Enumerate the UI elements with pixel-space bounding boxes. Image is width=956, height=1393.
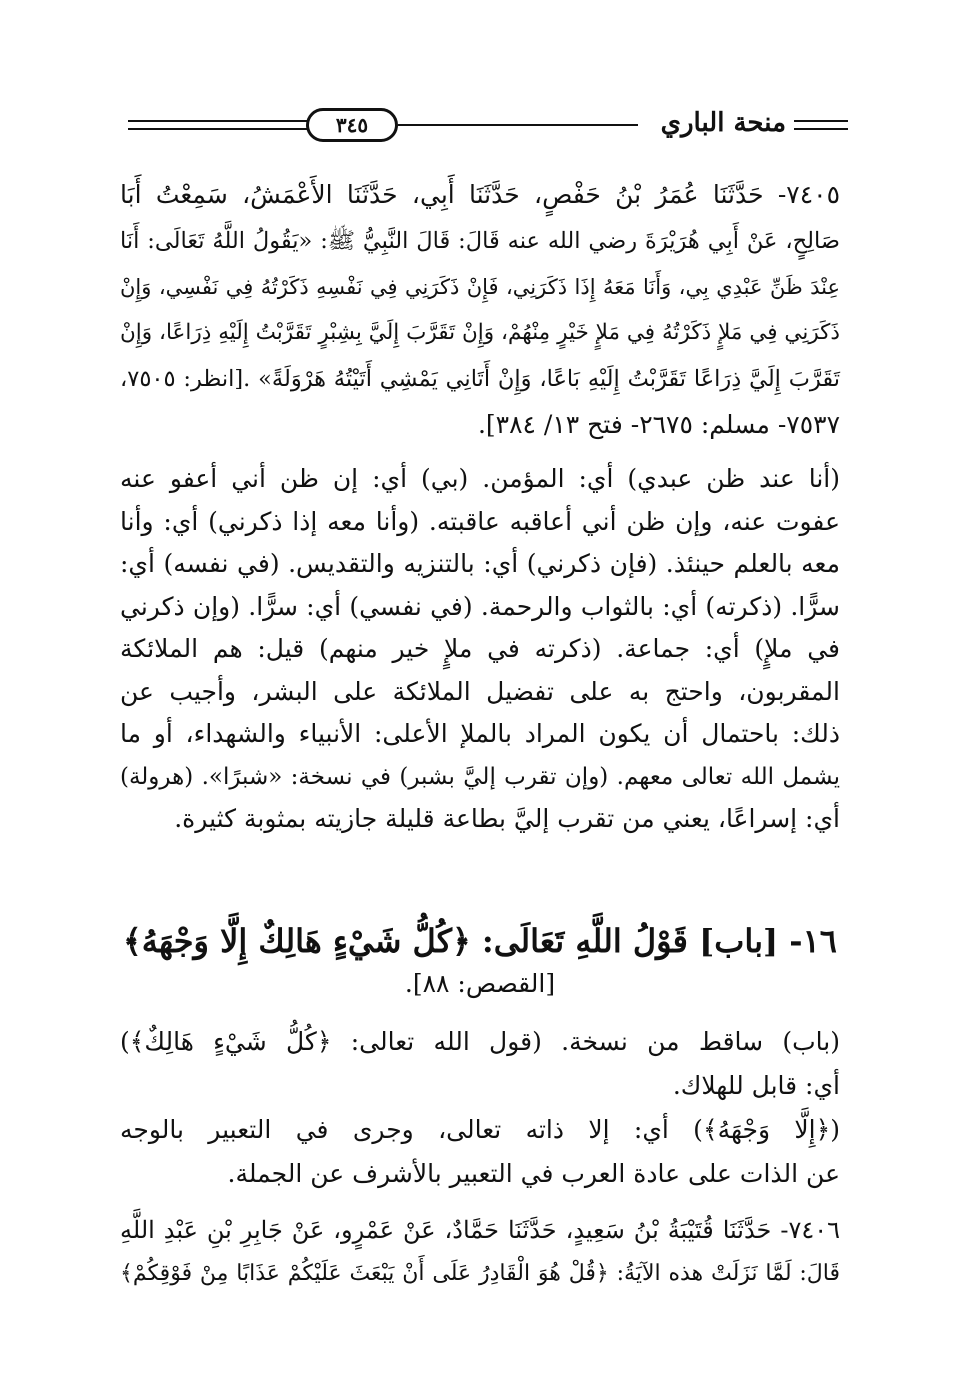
page-header	[128, 104, 848, 148]
commentary-line: عن الذات على عادة العرب في التعبير بالأشرف عن الجملة.	[227, 1159, 840, 1188]
hadith-line: ٧٤٠٥- حَدَّثَنَا عُمَرُ بْنُ حَفْصٍ، حَدَّثَنَا أَبِي، حَدَّثَنَا الأَعْمَشُ، سَمِعْتُ أَبَا	[120, 180, 840, 209]
page-number: ٣٤٥	[335, 113, 369, 137]
commentary-line: المقربون، واحتج به على تفضيل الملائكة على البشر، وأجيب عن	[120, 676, 840, 706]
header-rule-left-top	[128, 120, 308, 122]
commentary-line: أي: قابل للهلاك.	[672, 1071, 840, 1100]
header-rule-middle	[398, 124, 638, 126]
hadith-line: ذَكَرَنِي فِي مَلإٍ ذَكَرْتُهُ فِي مَلإٍ خَيْرٍ مِنْهُمْ، وَإِنْ تَقَرَّبَ إِلَيَّ بِشِبْرٍ تَقَرَّبْتُ إِلَيْهِ ذِرَاعًا، وَإِنْ	[120, 320, 840, 345]
commentary-line: (باب) ساقط من نسخة. (قول الله تعالى: ﴿كُلُّ شَيْءٍ هَالِكٌ﴾)	[120, 1027, 840, 1056]
hadith-line: ٧٤٠٦- حَدَّثَنَا قُتَيْبَةُ بْنُ سَعِيدٍ، حَدَّثَنَا حَمَّادٌ، عَنْ عَمْرٍو، عَنْ جَابِرِ بْنِ عَبْدِ اللَّهِ	[120, 1216, 840, 1244]
commentary-line: أي: إسراعًا، يعني من تقرب إليَّ بطاعة قليلة جازيته بمثوبة كثيرة.	[174, 804, 840, 833]
hadith-line: عِنْدَ ظَنِّ عَبْدِي بِي، وَأَنَا مَعَهُ إِذَا ذَكَرَنِي، فَإِنْ ذَكَرَنِي فِي نَفْسِهِ ذَكَرْتُهُ فِي نَفْسِي، وَإِنْ	[120, 275, 840, 299]
header-rule-right-top	[794, 120, 848, 122]
commentary-line: يشمل الله تعالى معهم. (وإن تقرب إليَّ بشبر) في نسخة: «شبرًا». (هرولة)	[120, 763, 840, 790]
commentary-1	[120, 458, 840, 841]
hadith-7405	[120, 172, 840, 448]
header-rule-left-bottom	[128, 128, 308, 130]
hadith-line: ٧٥٣٧- مسلم: ٢٦٧٥- فتح ١٣/ ٣٨٤].	[477, 410, 840, 439]
commentary-line: ذلك: باحتمال أن يكون المراد بالملإ الأعلى: الأنبياء والشهداء، أو ما	[120, 719, 840, 748]
commentary-line: (أنا عند ظن عبدي) أي: المؤمن. (بي) أي: إن ظن أني أعفو عنه	[120, 464, 840, 493]
page-number-badge	[306, 108, 398, 142]
hadith-line: صَالِحٍ، عَنْ أَبِي هُرَيْرَةَ رضي الله عنه قَالَ: قَالَ النَّبِيُّ ﷺ: «يَقُولُ اللَّهُ تَعَالَى: أَنَا	[120, 228, 840, 254]
header-rule-right-bottom	[794, 128, 848, 130]
book-title: منحة الباري	[660, 108, 786, 138]
commentary-line: معه بالعلم حينئذ. (فإن ذكرني) أي: بالتنزيه والتقديس. (في نفسه) أي:	[120, 549, 840, 578]
commentary-2	[120, 1020, 840, 1196]
commentary-line: (﴿إِلَّا وَجْهَهُ﴾) أي: إلا ذاته تعالى، وجرى في التعبير بالوجه	[120, 1115, 840, 1144]
chapter-heading: ١٦- [باب] قَوْلُ اللَّهِ تَعَالَى: ﴿كُلُّ شَيْءٍ هَالِكٌ إِلَّا وَجْهَهُ﴾	[123, 922, 837, 960]
hadith-7406	[120, 1208, 840, 1296]
chapter-reference: [القصص: ٨٨].	[404, 969, 556, 998]
hadith-line: تَقَرَّبَ إِلَيَّ ذِرَاعًا تَقَرَّبْتُ إِلَيْهِ بَاعًا، وَإِنْ أَتَانِي يَمْشِي أَتَيْتُهُ هَرْوَلَةً» .[انظر: ٧٥٠٥،	[120, 366, 840, 392]
commentary-line: في ملإٍ) أي: جماعة. (ذكرته في ملإٍ خير منهم) قيل: هم الملائكة	[120, 634, 840, 663]
hadith-line: قَالَ: لَمَّا نَزَلَتْ هذه الآيَةُ: ﴿قُلْ هُوَ الْقَادِرُ عَلَى أَنْ يَبْعَثَ عَلَيْكُمْ عَذَابًا مِنْ فَوْقِكُمْ﴾	[120, 1261, 840, 1286]
commentary-line: سرًّا. (ذكرته) أي: بالثواب والرحمة. (في نفسي) أي: سرًّا. (وإن ذكرني	[120, 591, 840, 621]
commentary-line: عفوت عنه، وإن ظن أني أعاقبه عاقبته. (وأنا معه إذا ذكرني) أي: وأنا	[120, 506, 840, 536]
